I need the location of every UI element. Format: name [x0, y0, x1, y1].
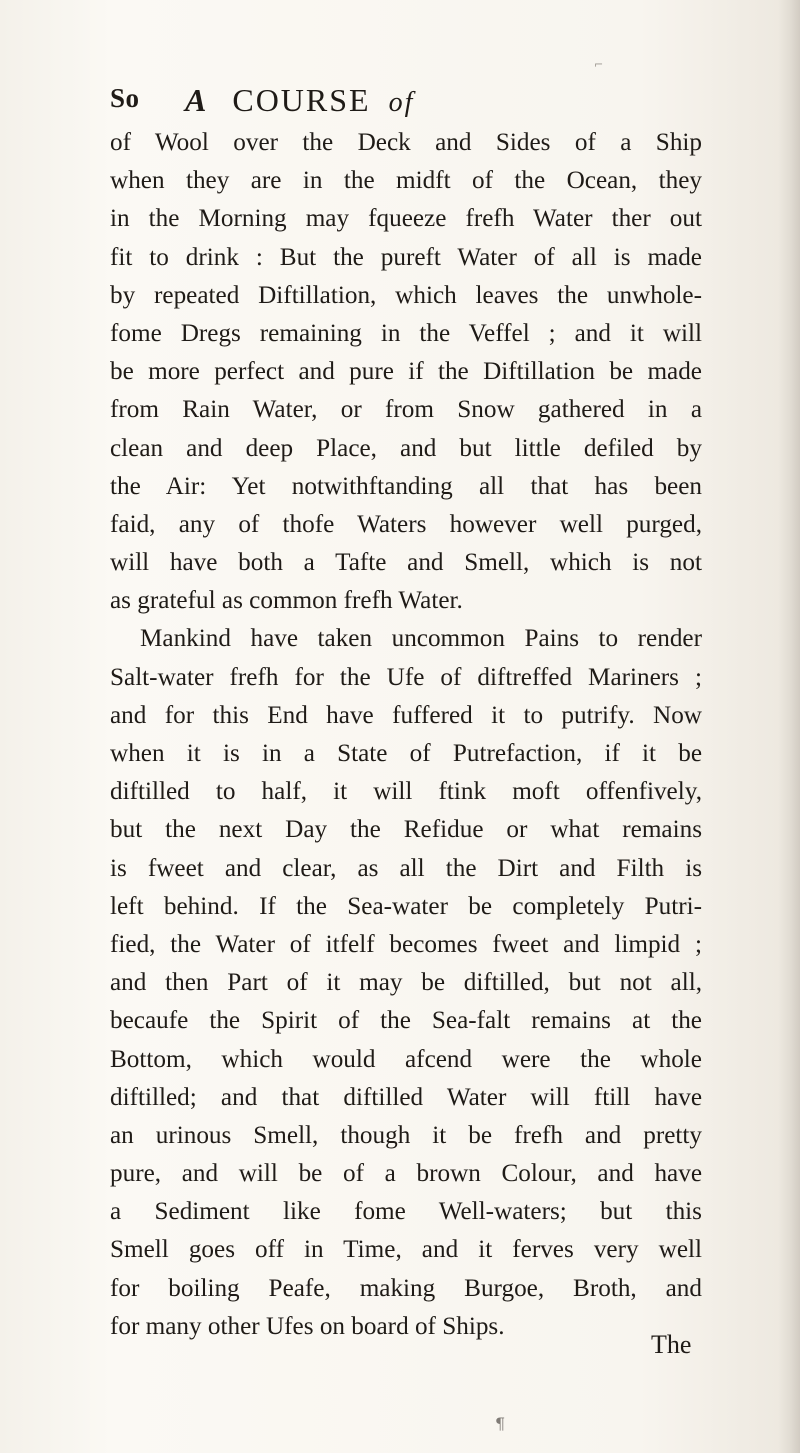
text-line: fit to drink : But the pureft Water of all is made [110, 243, 702, 271]
text-line: as grateful as common frefh Water. [110, 587, 463, 615]
text-line: Salt-water frefh for the Ufe of diftreffed Mariners ; [110, 663, 702, 691]
running-title-of: of [388, 87, 415, 118]
text-line: when they are in the midft of the Ocean, they [110, 167, 702, 195]
text-line: Smell goes off in Time, and it ferves very well [110, 1236, 702, 1264]
running-title-a: A [185, 82, 209, 118]
text-line: an urinous Smell, though it be frefh and pretty [110, 1121, 702, 1149]
text-line: fome Dregs remaining in the Veffel ; and it will [110, 319, 702, 347]
page-edge-shadow [778, 0, 800, 1453]
running-header [110, 82, 670, 126]
text-line: for many other Ufes on board of Ships. [110, 1312, 505, 1340]
text-line: of Wool over the Deck and Sides of a Ship [110, 129, 702, 156]
text-line: and for this End have fuffered it to putrify. Now [110, 701, 702, 729]
text-line: is fweet and clear, as all the Dirt and Filth is [110, 854, 702, 882]
text-line: clean and deep Place, and but little defiled by [110, 434, 702, 462]
text-line: left behind. If the Sea-water be completely Putri- [110, 892, 702, 920]
text-line: pure, and will be of a brown Colour, and have [110, 1160, 702, 1188]
running-title-main: COURSE [232, 82, 371, 118]
text-line: fied, the Water of itfelf becomes fweet and limpid ; [110, 930, 702, 958]
text-line: be more perfect and pure if the Diftillation be made [110, 358, 702, 386]
text-line: for boiling Peafe, making Burgoe, Broth, and [110, 1274, 702, 1302]
text-line: Bottom, which would afcend were the whole [110, 1045, 702, 1073]
text-line: by repeated Diftillation, which leaves the unwhole- [110, 281, 702, 309]
text-line: diftilled; and that diftilled Water will ftill have [110, 1083, 702, 1111]
text-line: diftilled to half, it will ftink moft offenfively, [110, 778, 702, 806]
ink-mark-top-icon: ⌐ [594, 58, 604, 71]
text-line: Mankind have taken uncommon Pains to render [140, 625, 702, 653]
page-number: So [110, 83, 140, 113]
body-text [110, 124, 702, 1346]
text-line: in the Morning may fqueeze frefh Water ther out [110, 205, 702, 233]
text-line: a Sediment like fome Well-waters; but this [110, 1198, 702, 1226]
text-line: and then Part of it may be diftilled, but not all, [110, 969, 702, 997]
running-title [185, 82, 414, 119]
text-line: will have both a Tafte and Smell, which is not [110, 549, 702, 577]
text-line: from Rain Water, or from Snow gathered in a [110, 396, 702, 424]
ink-mark-bottom-icon: ¶ [495, 1414, 506, 1433]
text-line: becaufe the Spirit of the Sea-falt remains at the [110, 1007, 702, 1035]
text-line: faid, any of thofe Waters however well purged, [110, 510, 702, 538]
text-line: when it is in a State of Putrefaction, if it be [110, 740, 702, 767]
catchword: The [651, 1330, 692, 1359]
text-line: but the next Day the Refidue or what remains [110, 816, 702, 844]
text-line: the Air: Yet notwithftanding all that has been [110, 472, 702, 500]
